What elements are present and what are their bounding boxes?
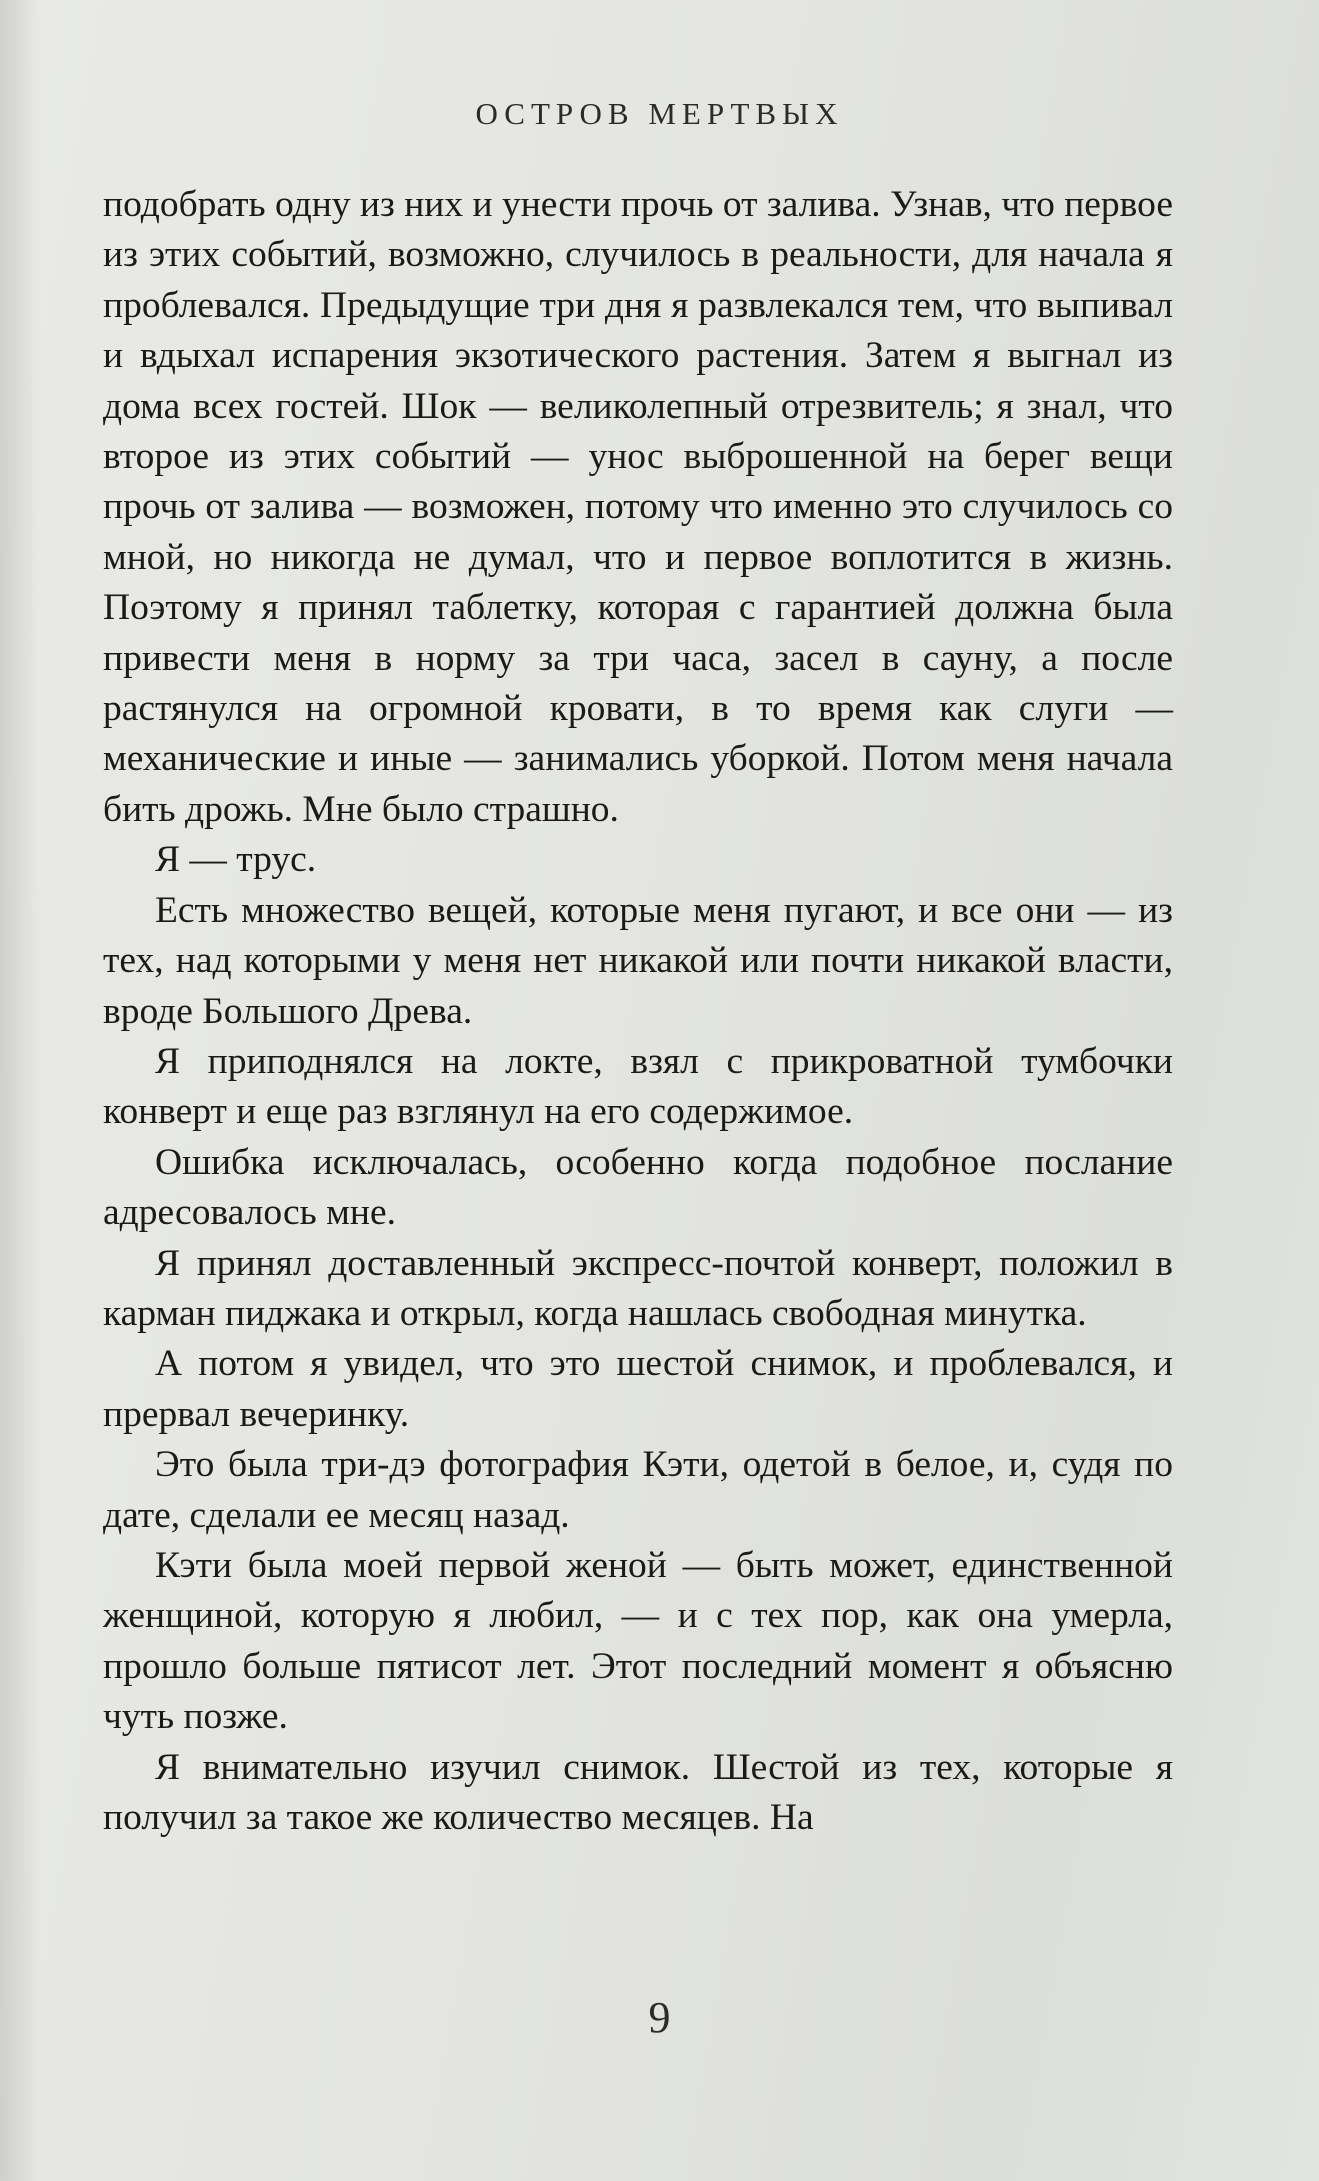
paragraph: Я принял доставленный экспресс-почтой конверт, положил в карман пиджака и открыл, когда нашлась свободная минутка. bbox=[103, 1242, 1173, 1334]
paragraph: А потом я увидел, что это шестой снимок, и проблевался, и прервал вечеринку. bbox=[103, 1343, 1173, 1435]
page-gutter-shadow bbox=[0, 0, 40, 2181]
paragraph: Кэти была моей первой женой — быть может, единственной женщиной, которую я любил, — и с тех пор, как она умерла, прошло больше пятисот лет. Этот последний момент я объясню чуть позже. bbox=[103, 1544, 1173, 1738]
paragraph: Есть множество вещей, которые меня пугают, и все они — из тех, над которыми у меня нет никакой или почти никакой власти, вроде Большого Древа. bbox=[103, 889, 1173, 1032]
paragraph: Я внимательно изучил снимок. Шестой из тех, которые я получил за такое же количество месяцев. На bbox=[103, 1746, 1173, 1838]
page-number: 9 bbox=[648, 1993, 671, 2042]
running-head: ОСТРОВ МЕРТВЫХ bbox=[475, 96, 844, 131]
paragraph: Ошибка исключалась, особенно когда подобное послание адресовалось мне. bbox=[103, 1141, 1173, 1234]
paragraph: Это была три-дэ фотография Кэти, одетой в белое, и, судя по дате, сделали ее месяц назад. bbox=[103, 1444, 1173, 1536]
paragraph: подобрать одну из них и унести прочь от залива. Узнав, что первое из этих событий, возможно, случилось в реальности, для начала я проблевался. Предыдущие три дня я развлекался тем, что выпивал и вдыхал испарения экзотического растения. Затем я выгнал из дома всех гостей. Шок — великолепный отрезвитель; я знал, что второе из этих событий — унос выброшенной на берег вещи прочь от залива — возможен, потому что именно это случилось со мной, но никогда не думал, что и первое воплотится в жизнь. Поэтому я принял таблетку, которая с гарантией должна была привести меня в норму за три часа, засел в сауну, а после растянулся на огромной кровати, в то время как слуги — механические и иные — занимались уборкой. Потом меня начала бить дрожь. Мне было страшно. bbox=[103, 184, 1173, 830]
paragraph: Я приподнялся на локте, взял с прикроватной тумбочки конверт и еще раз взглянул на его содержимое. bbox=[103, 1040, 1173, 1133]
body-text bbox=[103, 180, 1173, 1843]
paragraph: Я — трус. bbox=[155, 839, 317, 881]
